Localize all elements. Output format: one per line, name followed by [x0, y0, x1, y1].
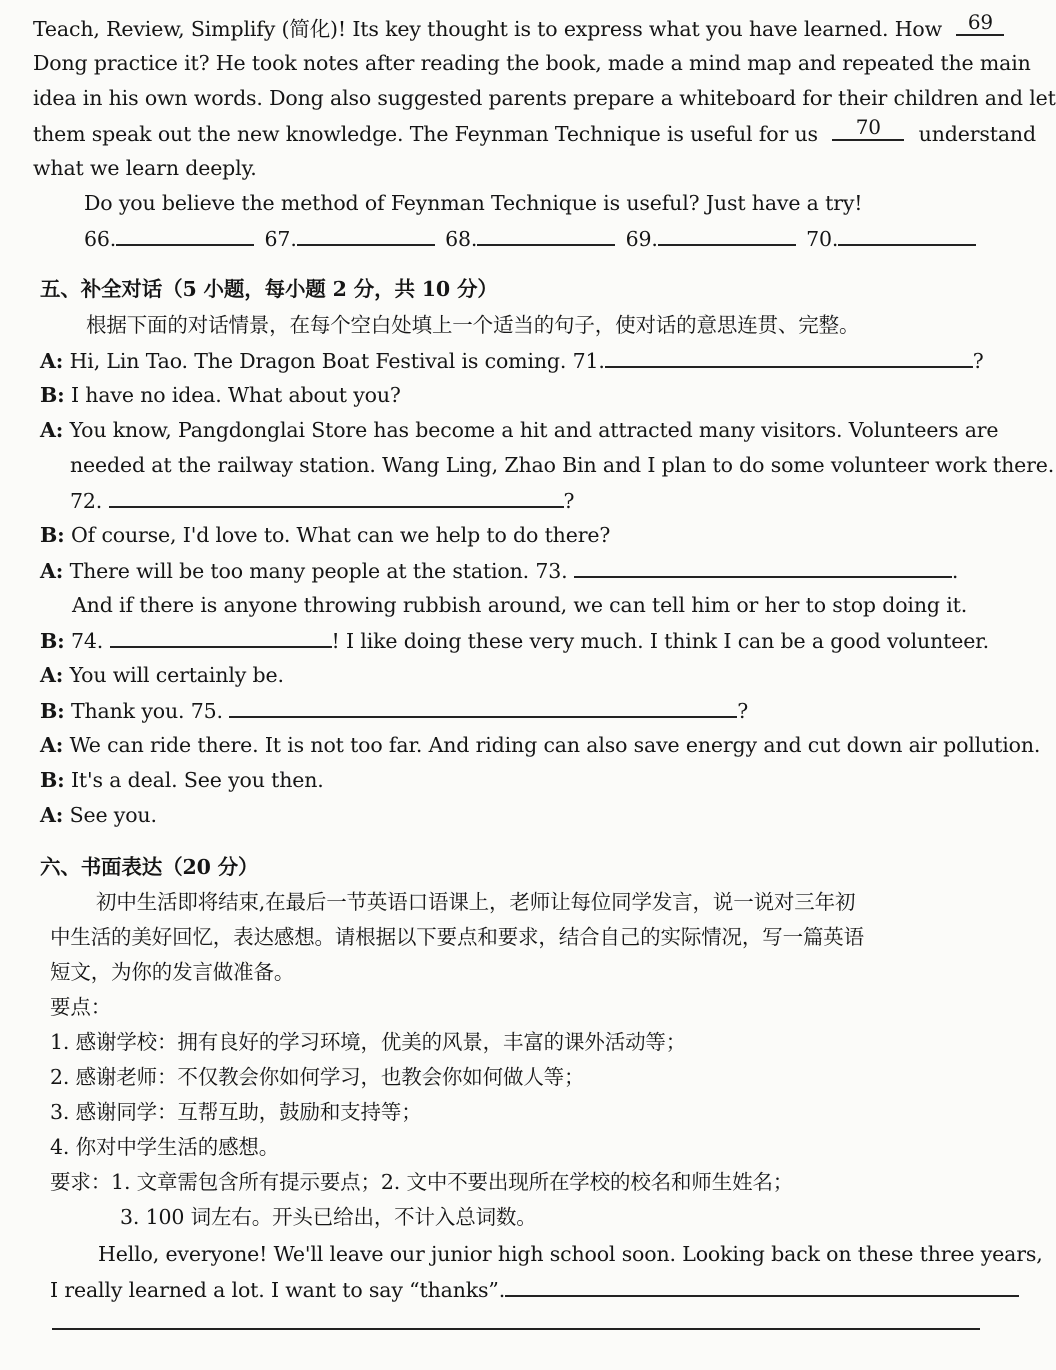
speaker-a: A: [40, 663, 64, 687]
dialogue-line-12 [40, 766, 324, 794]
dialogue-text: It's a deal. See you then. [70, 768, 324, 792]
dialogue-text: We can ride there. It is not too far. And riding can also save energy and cut down air pollution. [69, 733, 1041, 757]
answer-label-69: 69. [625, 227, 658, 251]
dialogue-line-5 [40, 521, 610, 549]
dialogue-line-73 [40, 556, 958, 585]
dialogue-line-3 [40, 416, 998, 444]
answer-blank-75[interactable] [229, 696, 737, 718]
point-2: 2. 感谢老师：不仅教会你如何学习，也教会你如何做人等； [50, 1065, 585, 1089]
points-label: 要点： [50, 995, 112, 1019]
section6-paragraph-line-1: 初中生活即将结束,在最后一节英语口语课上，老师让每位同学发言，说一说对三年初 [96, 890, 856, 914]
answer-blank-67[interactable] [297, 224, 435, 246]
passage-text: Teach, Review, Simplify (简化)! Its key thought is to express what you have learned. How [33, 17, 943, 41]
answer-blank-74[interactable] [110, 626, 332, 648]
speaker-b: B: [40, 768, 65, 792]
dialogue-text: Thank you. 75. [70, 699, 223, 723]
question-number-74: 74. [70, 629, 104, 653]
speaker-a: A: [40, 418, 64, 442]
speaker-b: B: [40, 629, 65, 653]
answer-blank-72[interactable] [109, 486, 564, 508]
section6-paragraph-line-2: 中生活的美好回忆，表达感想。请根据以下要点和要求，结合自己的实际情况，写一篇英语 [50, 925, 864, 949]
dialogue-text: There will be too many people at the station. 73. [69, 559, 568, 583]
dialogue-text: Of course, I'd love to. What can we help to do there? [70, 523, 611, 547]
speaker-b: B: [40, 523, 65, 547]
speaker-b: B: [40, 699, 65, 723]
answer-row [84, 224, 976, 253]
answer-blank-69[interactable] [658, 224, 796, 246]
answer-label-67: 67. [264, 227, 297, 251]
dialogue-line-7: And if there is anyone throwing rubbish around, we can tell him or her to stop doing it. [72, 593, 968, 617]
section6-paragraph-line-3: 短文，为你的发言做准备。 [50, 960, 295, 984]
speaker-a: A: [40, 559, 64, 583]
point-4: 4. 你对中学生活的感想。 [50, 1135, 280, 1159]
essay-start-line-1: Hello, everyone! We'll leave our junior high school soon. Looking back on these three years, [98, 1242, 1043, 1266]
speaker-a: A: [40, 349, 64, 373]
essay-start-text: I really learned a lot. I want to say “thanks”. [50, 1278, 506, 1302]
dialogue-line-2 [40, 381, 401, 409]
dialogue-text: Hi, Lin Tao. The Dragon Boat Festival is coming. 71. [69, 349, 605, 373]
speaker-a: A: [40, 733, 64, 757]
dialogue-text: You know, Pangdonglai Store has become a hit and attracted many visitors. Volunteers are [69, 418, 999, 442]
passage-line-2: Dong practice it? He took notes after reading the book, made a mind map and repeated the main [33, 51, 1031, 75]
speaker-b: B: [40, 383, 65, 407]
blank-69[interactable] [956, 10, 1004, 36]
answer-blank-66[interactable] [116, 224, 254, 246]
essay-blank-line-2[interactable] [52, 1328, 980, 1330]
blank-70[interactable] [832, 115, 904, 141]
blank-69-number: 69 [967, 10, 993, 34]
answer-blank-73[interactable] [574, 556, 952, 578]
requirement-line-1: 要求：1. 文章需包含所有提示要点；2. 文中不要出现所在学校的校名和师生姓名； [50, 1170, 794, 1194]
answer-label-66: 66. [84, 227, 117, 251]
punctuation: . [951, 559, 959, 583]
passage-line-4 [33, 115, 1036, 148]
passage-line-6: Do you believe the method of Feynman Technique is useful? Just have a try! [84, 191, 863, 215]
dialogue-line-3b: needed at the railway station. Wang Ling, Zhao Bin and I plan to do some volunteer work there. [70, 453, 1055, 477]
section5-heading: 五、补全对话（5 小题，每小题 2 分，共 10 分） [40, 277, 498, 301]
passage-line-5: what we learn deeply. [33, 156, 257, 180]
dialogue-text: See you. [69, 803, 157, 827]
punctuation: ? [972, 349, 984, 373]
answer-blank-70[interactable] [838, 224, 976, 246]
point-1: 1. 感谢学校：拥有良好的学习环境，优美的风景，丰富的课外活动等； [50, 1030, 687, 1054]
answer-label-68: 68. [445, 227, 478, 251]
passage-text: them speak out the new knowledge. The Feynman Technique is useful for us [33, 122, 818, 146]
blank-70-number: 70 [855, 115, 881, 139]
dialogue-text: You will certainly be. [69, 663, 284, 687]
dialogue-text: ! I like doing these very much. I think I can be a good volunteer. [331, 629, 989, 653]
requirement-line-2: 3. 100 词左右。开头已给出，不计入总词数。 [120, 1205, 537, 1229]
section5-instruction: 根据下面的对话情景，在每个空白处填上一个适当的句子，使对话的意思连贯、完整。 [86, 313, 860, 337]
dialogue-line-72 [70, 486, 574, 515]
dialogue-line-9 [40, 661, 284, 689]
passage-line-1 [33, 10, 1004, 43]
passage-line-3: idea in his own words. Dong also suggested parents prepare a whiteboard for their children and let [33, 86, 1056, 110]
point-3: 3. 感谢同学：互帮互助，鼓励和支持等； [50, 1100, 422, 1124]
punctuation: ? [737, 699, 749, 723]
question-number-72: 72. [70, 489, 103, 513]
answer-blank-68[interactable] [477, 224, 615, 246]
dialogue-text: I have no idea. What about you? [70, 383, 401, 407]
answer-blank-71[interactable] [605, 346, 973, 368]
dialogue-line-74 [40, 626, 989, 655]
essay-blank-line-1[interactable] [505, 1275, 1019, 1297]
dialogue-line-75 [40, 696, 748, 725]
dialogue-line-11 [40, 731, 1040, 759]
punctuation: ? [563, 489, 575, 513]
answer-label-70: 70. [806, 227, 839, 251]
dialogue-line-71 [40, 346, 984, 375]
section6-heading: 六、书面表达（20 分） [40, 855, 259, 879]
essay-start-line-2 [50, 1275, 1019, 1304]
passage-text: understand [918, 122, 1036, 146]
dialogue-line-13 [40, 801, 157, 829]
speaker-a: A: [40, 803, 64, 827]
